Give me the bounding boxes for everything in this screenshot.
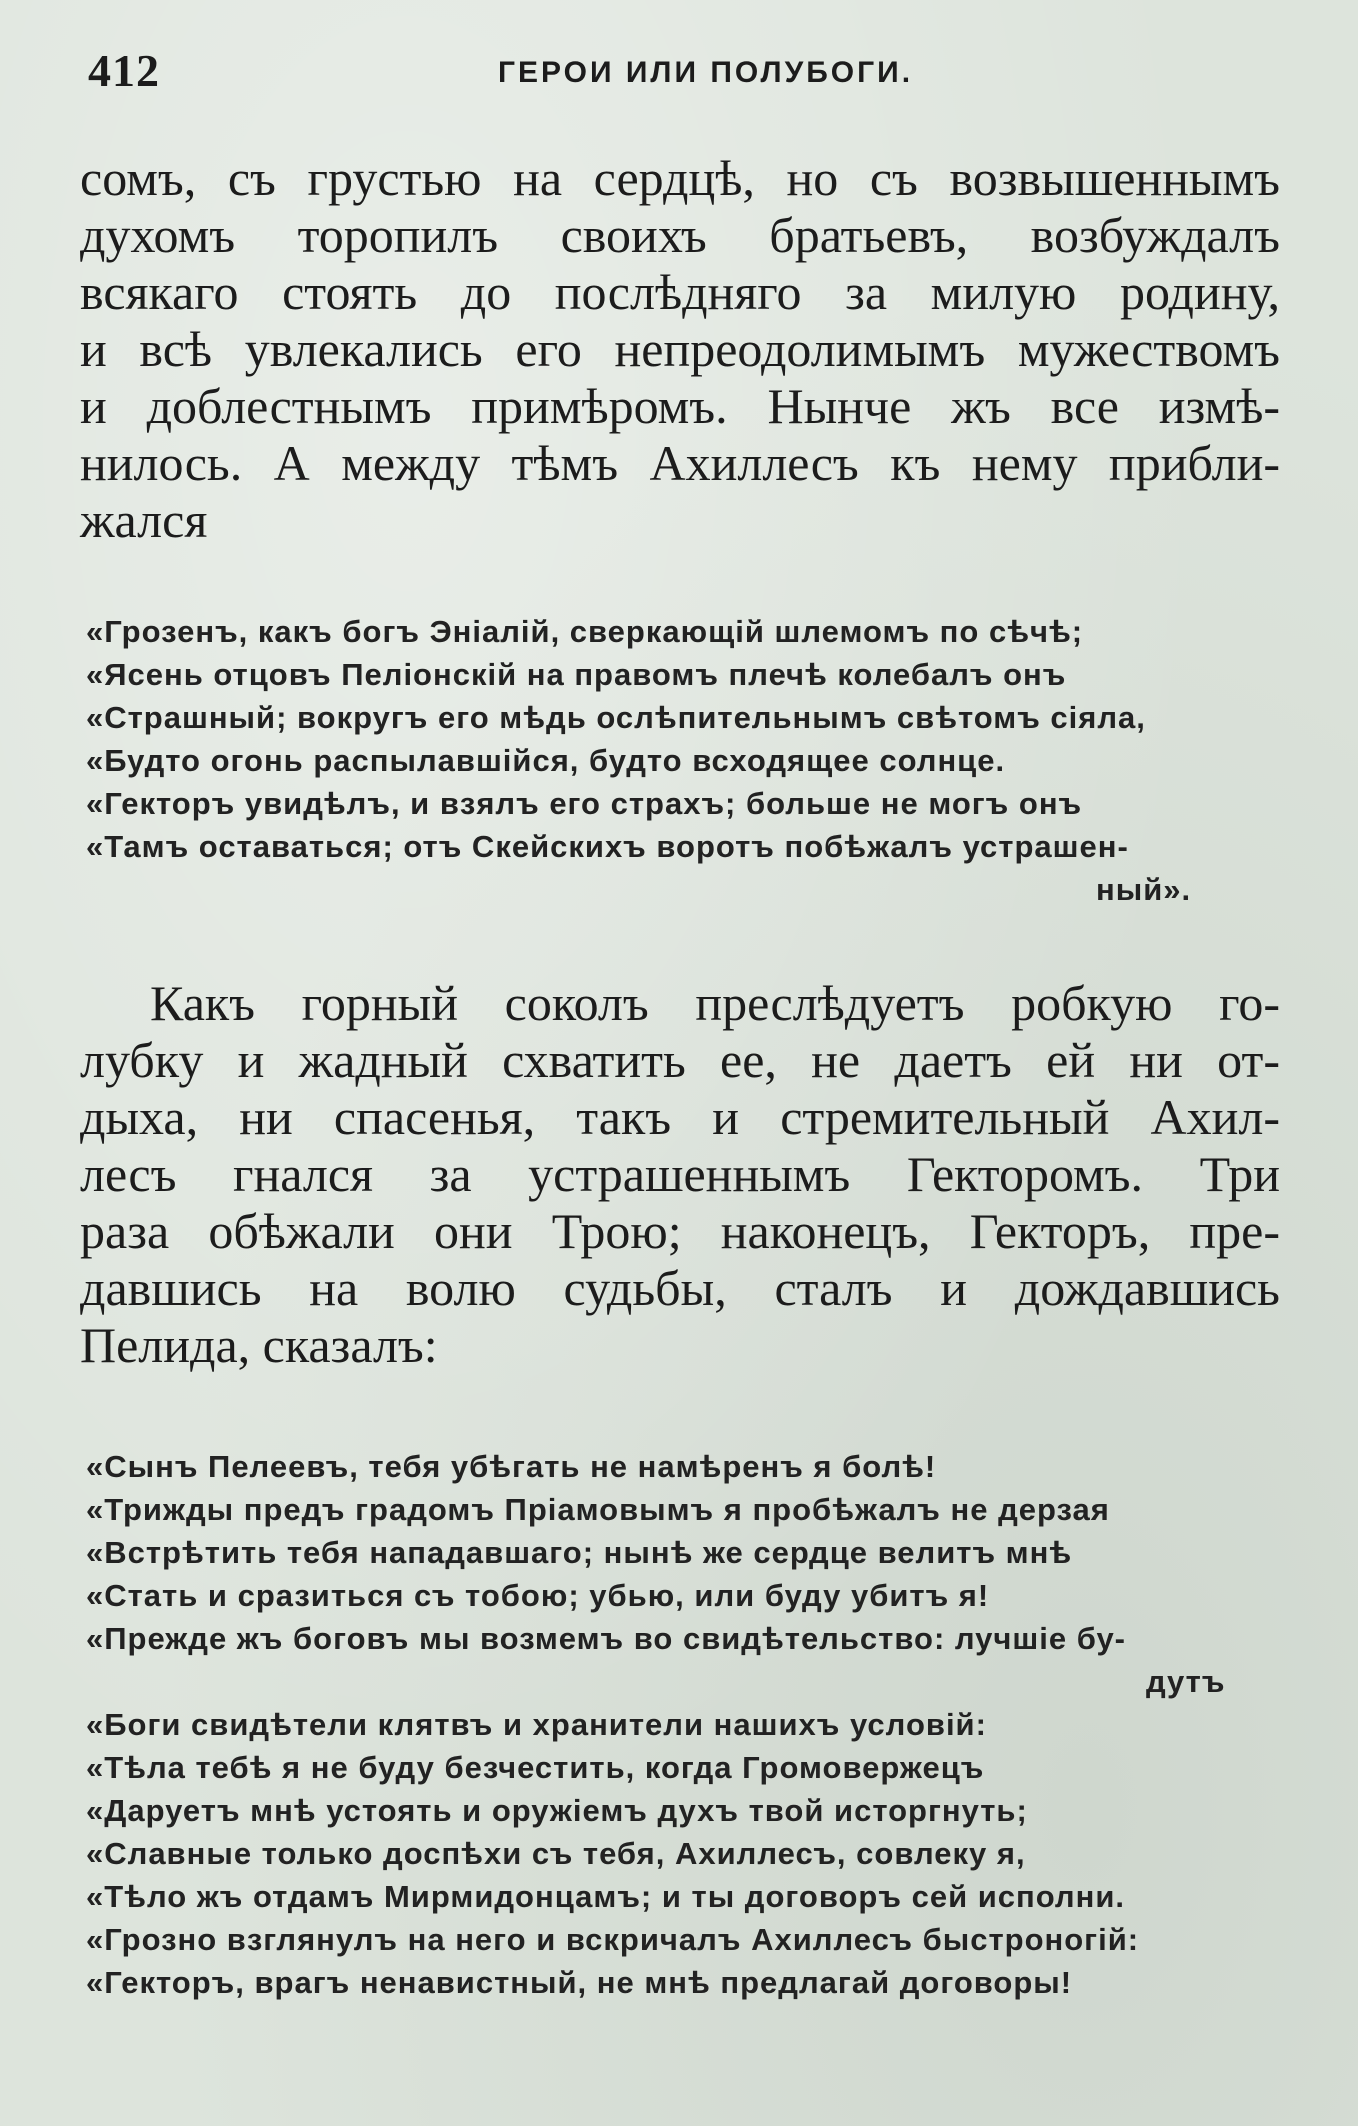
text-line: жался (80, 492, 208, 548)
verse-line: «Ясень отцовъ Пеліонскій на правомъ плечѣ колебалъ онъ (86, 657, 1067, 692)
verse-line: «Встрѣтить тебя нападавшаго; нынѣ же сердце велитъ мнѣ (86, 1535, 1073, 1570)
verse-line-continuation: дутъ (1146, 1664, 1226, 1699)
text-line: Какъ горный соколъ преслѣдуетъ робкую го- (150, 975, 1280, 1031)
verse-line: «Грозно взглянулъ на него и вскричалъ Ахиллесъ быстроногій: (86, 1922, 1140, 1957)
text-line: лесъ гнался за устрашеннымъ Гекторомъ. Три (80, 1146, 1280, 1202)
verse-line: «Гекторъ, врагъ ненавистный, не мнѣ предлагай договоры! (86, 1965, 1073, 2000)
verse-line: «Сынъ Пелеевъ, тебя убѣгать не намѣренъ я болѣ! (86, 1449, 937, 1484)
prose-paragraph-2 (80, 975, 1280, 1374)
text-line: лубку и жадный схватить ее, не даетъ ей ни от- (80, 1032, 1280, 1088)
verse-line-continuation: ный». (1096, 872, 1192, 907)
text-line: дыха, ни спасенья, такъ и стремительный Ахил- (80, 1089, 1280, 1145)
verse-line: «Трижды предъ градомъ Пріамовымъ я пробѣжалъ не дерзая (86, 1492, 1110, 1527)
page-header (88, 44, 1278, 94)
text-line: и доблестнымъ примѣромъ. Нынче жъ все измѣ- (80, 378, 1280, 434)
verse-line: «Грозенъ, какъ богъ Эніалій, сверкающій шлемомъ по сѣчѣ; (86, 614, 1084, 649)
text-line: всякаго стоять до послѣдняго за милую родину, (80, 264, 1280, 320)
verse-line: «Боги свидѣтели клятвъ и хранители нашихъ условій: (86, 1707, 987, 1742)
verse-quote-2 (86, 1445, 1286, 2004)
text-line: раза обѣжали они Трою; наконецъ, Гекторъ, пре- (80, 1203, 1280, 1259)
prose-paragraph-1 (80, 150, 1280, 549)
text-line: давшись на волю судьбы, сталъ и дождавшись (80, 1260, 1280, 1316)
verse-line: «Будто огонь распылавшійся, будто всходящее солнце. (86, 743, 1006, 778)
page-number: 412 (88, 45, 160, 96)
verse-line: «Тѣло жъ отдамъ Мирмидонцамъ; и ты договоръ сей исполни. (86, 1879, 1126, 1914)
verse-line: «Страшный; вокругъ его мѣдь ослѣпительнымъ свѣтомъ сіяла, (86, 700, 1146, 735)
verse-line: «Даруетъ мнѣ устоять и оружіемъ духъ твой исторгнуть; (86, 1793, 1028, 1828)
text-line: и всѣ увлекались его непреодолимымъ мужествомъ (80, 321, 1280, 377)
verse-line: «Славные только доспѣхи съ тебя, Ахиллесъ, совлеку я, (86, 1836, 1026, 1871)
verse-quote-1 (86, 610, 1286, 911)
text-line: духомъ торопилъ своихъ братьевъ, возбуждалъ (80, 207, 1280, 263)
verse-line: «Тѣла тебѣ я не буду безчестить, когда Громовержецъ (86, 1750, 985, 1785)
verse-line: «Тамъ оставаться; отъ Скейскихъ воротъ побѣжалъ устрашен- (86, 829, 1129, 864)
text-line: нилось. А между тѣмъ Ахиллесъ къ нему прибли- (80, 435, 1280, 491)
text-line: Пелида, сказалъ: (80, 1317, 438, 1373)
verse-line: «Стать и сразиться съ тобою; убью, или буду убитъ я! (86, 1578, 990, 1613)
text-line: сомъ, съ грустью на сердцѣ, но съ возвышеннымъ (80, 150, 1280, 206)
verse-line: «Гекторъ увидѣлъ, и взялъ его страхъ; больше не могъ онъ (86, 786, 1083, 821)
verse-line: «Прежде жъ боговъ мы возмемъ во свидѣтельство: лучшіе бу- (86, 1621, 1127, 1656)
running-title: ГЕРОИ ИЛИ ПОЛУБОГИ. (498, 56, 914, 89)
